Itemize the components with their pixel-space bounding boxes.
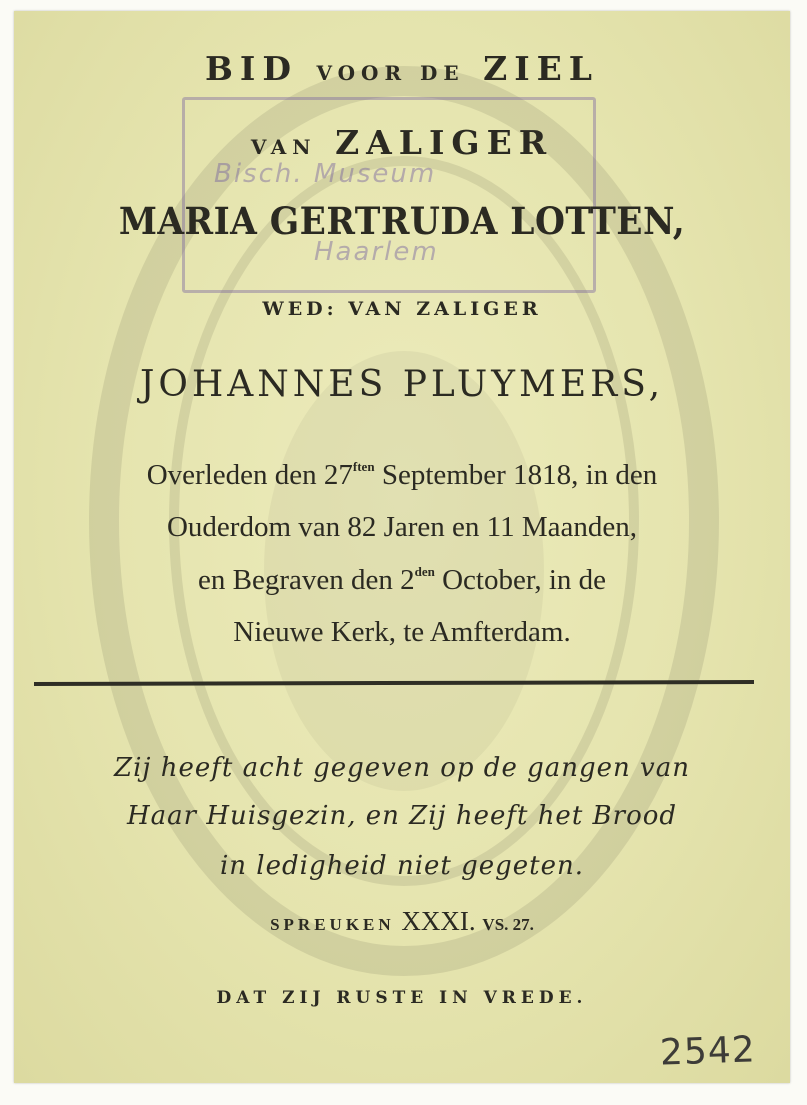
source-verse: VS. 27. (482, 915, 534, 934)
source-chapter: XXXI. (394, 906, 483, 936)
death-date-rest: September 1818, in den (374, 459, 658, 491)
death-date-line (14, 459, 790, 492)
memorial-card (14, 11, 790, 1083)
burial-date-ordinal: den (414, 564, 435, 579)
quote-line-2: Haar Huisgezin, en Zij heeft het Brood (126, 801, 678, 831)
heading-line-2 (14, 123, 790, 162)
quote-line-1: Zij heeft acht gegeven op de gangen van (114, 753, 690, 783)
burial-date-rest: October, in de (434, 564, 606, 596)
stamp-text-museum: Bisch. Museum (214, 159, 437, 189)
stamp-text-city: Haarlem (314, 237, 439, 267)
widow-line: WED: VAN ZALIGER (262, 298, 542, 320)
inventory-number: 2542 (659, 1029, 757, 1074)
heading-word-zaliger: ZALIGER (335, 123, 554, 162)
burial-date-line (14, 564, 790, 597)
burial-place-line: Nieuwe Kerk, te Amfterdam. (233, 616, 571, 648)
age-line: Ouderdom van 82 Jaren en 11 Maanden, (166, 511, 638, 543)
burial-date-text: en Begraven den 2 (197, 564, 415, 596)
heading-word-ziel: ZIEL (483, 49, 600, 88)
heading-line-1 (14, 49, 790, 88)
source-book: SPREUKEN (270, 915, 395, 934)
closing-line: DAT ZIJ RUSTE IN VREDE. (216, 988, 588, 1008)
death-date-text: Overleden den 27 (146, 459, 353, 491)
heading-word-bid: BID (204, 49, 298, 88)
heading-words-voor-de: VOOR DE (316, 61, 465, 85)
heading-word-van: VAN (250, 135, 317, 159)
scripture-source (14, 906, 790, 937)
husband-name: JOHANNES PLUYMERS, (139, 364, 665, 405)
deceased-name: MARIA GERTRUDA LOTTEN, (118, 199, 686, 243)
death-date-ordinal: ften (352, 459, 375, 474)
quote-line-3: in ledigheid niet gegeten. (219, 851, 585, 881)
